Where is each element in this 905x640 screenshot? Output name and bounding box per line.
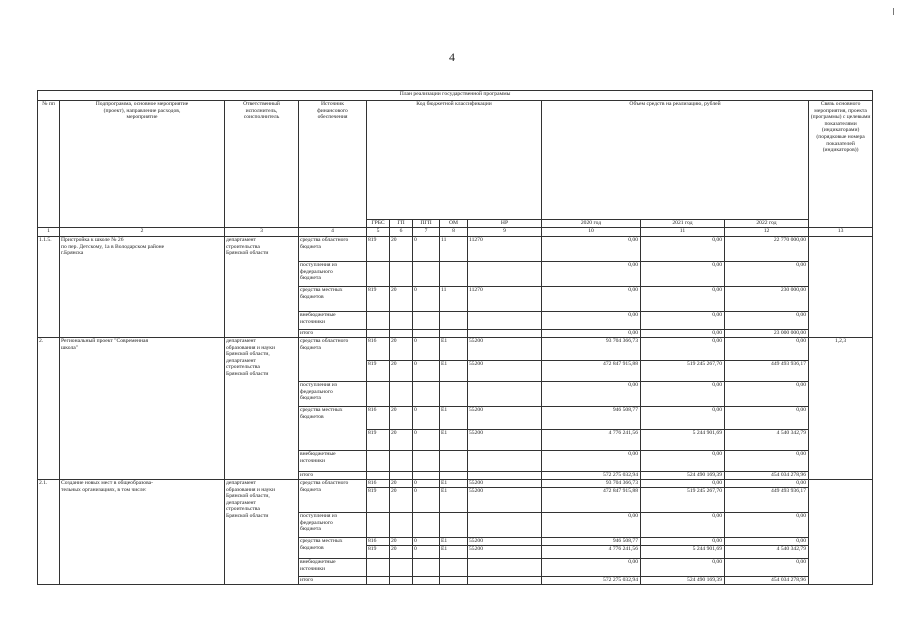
value-2020: 0,00 bbox=[542, 287, 641, 312]
code-om: E1 bbox=[440, 480, 468, 488]
header-volume: Объем средств на реализацию, рублей bbox=[542, 101, 809, 220]
col-number: 11 bbox=[641, 228, 725, 237]
code-gp: 20 bbox=[390, 237, 413, 262]
value-2022: 0,00 bbox=[725, 407, 809, 430]
value-2021: 0,00 bbox=[641, 559, 725, 577]
code-om: E1 bbox=[440, 538, 468, 546]
value-2022: 0,00 bbox=[725, 559, 809, 577]
value-2020: 0,00 bbox=[542, 382, 641, 407]
code-np bbox=[468, 451, 542, 472]
code-om: 11 bbox=[440, 237, 468, 262]
code-np bbox=[468, 577, 542, 585]
code-gp: 20 bbox=[390, 407, 413, 430]
code-om: 11 bbox=[440, 287, 468, 312]
code-gp: 20 bbox=[390, 287, 413, 312]
code-gp: 20 bbox=[390, 430, 413, 451]
code-gp bbox=[390, 472, 413, 480]
col-number: 4 bbox=[299, 228, 367, 237]
code-om bbox=[440, 472, 468, 480]
code-pgp bbox=[413, 451, 440, 472]
code-om: E1 bbox=[440, 488, 468, 513]
value-2020: 946 508,77 bbox=[542, 407, 641, 430]
indicator-link bbox=[809, 480, 873, 585]
indicator-link: 1,2,3 bbox=[809, 338, 873, 480]
code-pgp: 0 bbox=[413, 287, 440, 312]
value-2021: 519 245 267,70 bbox=[641, 488, 725, 513]
code-grbs: 816 bbox=[367, 407, 390, 430]
value-2021: 0,00 bbox=[641, 330, 725, 338]
code-grbs bbox=[367, 513, 390, 538]
header-responsible: Ответственный исполнитель, соисполнитель bbox=[225, 101, 299, 228]
value-2021: 5 244 901,69 bbox=[641, 430, 725, 451]
col-number: 7 bbox=[413, 228, 440, 237]
header-num: № пп bbox=[38, 101, 60, 228]
code-pgp: 0 bbox=[413, 480, 440, 488]
code-np bbox=[468, 382, 542, 407]
indicator-link bbox=[809, 237, 873, 338]
program-plan-table bbox=[37, 90, 873, 585]
measure-name: Региональный проект "Современная школа" bbox=[60, 338, 225, 480]
code-om bbox=[440, 559, 468, 577]
code-gp bbox=[390, 577, 413, 585]
value-2021: 0,00 bbox=[641, 262, 725, 287]
code-np: 55200 bbox=[468, 546, 542, 559]
value-2020: 572 275 032,94 bbox=[542, 577, 641, 585]
value-2020: 0,00 bbox=[542, 312, 641, 330]
code-np bbox=[468, 513, 542, 538]
row-number: 2.1. bbox=[38, 480, 60, 585]
col-number: 8 bbox=[440, 228, 468, 237]
code-grbs: 819 bbox=[367, 488, 390, 513]
value-2021: 0,00 bbox=[641, 237, 725, 262]
source-federal: поступления из федерального бюджета bbox=[299, 262, 367, 287]
value-2021: 519 245 267,70 bbox=[641, 361, 725, 382]
code-gp bbox=[390, 262, 413, 287]
source-regional: средства областного бюджета bbox=[299, 480, 367, 513]
code-np bbox=[468, 262, 542, 287]
code-np: 55200 bbox=[468, 488, 542, 513]
col-number: 1 bbox=[38, 228, 60, 237]
code-np: 55200 bbox=[468, 430, 542, 451]
code-np: 55200 bbox=[468, 407, 542, 430]
value-2020: 472 847 915,88 bbox=[542, 488, 641, 513]
code-om: E1 bbox=[440, 407, 468, 430]
header-2022: 2022 год bbox=[725, 220, 809, 228]
value-2021: 0,00 bbox=[641, 407, 725, 430]
value-2020: 93 704 366,73 bbox=[542, 338, 641, 361]
value-2020: 472 847 915,88 bbox=[542, 361, 641, 382]
code-grbs: 819 bbox=[367, 237, 390, 262]
code-pgp bbox=[413, 513, 440, 538]
code-om bbox=[440, 330, 468, 338]
code-om bbox=[440, 513, 468, 538]
col-number: 6 bbox=[390, 228, 413, 237]
code-om: E1 bbox=[440, 546, 468, 559]
header-source: Источник финансового обеспечения bbox=[299, 101, 367, 228]
col-number: 2 bbox=[60, 228, 225, 237]
col-number: 5 bbox=[367, 228, 390, 237]
code-grbs bbox=[367, 559, 390, 577]
value-2020: 946 508,77 bbox=[542, 538, 641, 546]
value-2020: 0,00 bbox=[542, 513, 641, 538]
code-om bbox=[440, 451, 468, 472]
source-total: итого bbox=[299, 577, 367, 585]
code-pgp: 0 bbox=[413, 338, 440, 361]
source-total: итого bbox=[299, 330, 367, 338]
source-extrabudgetary: внебюджетные источники bbox=[299, 559, 367, 577]
code-gp bbox=[390, 451, 413, 472]
value-2020: 0,00 bbox=[542, 262, 641, 287]
row-number: 1.1.5. bbox=[38, 237, 60, 338]
responsible-executor: департамент строительства Брянской области bbox=[225, 237, 299, 338]
code-np: 55200 bbox=[468, 538, 542, 546]
code-om: E1 bbox=[440, 430, 468, 451]
value-2020: 572 275 032,94 bbox=[542, 472, 641, 480]
code-grbs bbox=[367, 382, 390, 407]
header-pgp: ПГП bbox=[413, 220, 440, 228]
value-2020: 0,00 bbox=[542, 237, 641, 262]
value-2020: 0,00 bbox=[542, 330, 641, 338]
value-2022: 4 540 342,79 bbox=[725, 546, 809, 559]
code-om bbox=[440, 577, 468, 585]
code-gp: 20 bbox=[390, 338, 413, 361]
header-grbs: ГРБС bbox=[367, 220, 390, 228]
code-pgp: 0 bbox=[413, 546, 440, 559]
code-gp: 20 bbox=[390, 538, 413, 546]
code-grbs bbox=[367, 262, 390, 287]
col-number: 12 bbox=[725, 228, 809, 237]
value-2021: 0,00 bbox=[641, 480, 725, 488]
value-2022: 22 770 000,00 bbox=[725, 237, 809, 262]
value-2022: 230 000,00 bbox=[725, 287, 809, 312]
code-pgp: 0 bbox=[413, 407, 440, 430]
value-2021: 0,00 bbox=[641, 513, 725, 538]
value-2020: 0,00 bbox=[542, 451, 641, 472]
value-2022: 0,00 bbox=[725, 538, 809, 546]
code-grbs: 816 bbox=[367, 538, 390, 546]
source-federal: поступления из федерального бюджета bbox=[299, 513, 367, 538]
measure-name: Пристройка к школе № 26 по пер. Детскому, 1а в Володарском районе г.Брянска bbox=[60, 237, 225, 338]
code-pgp bbox=[413, 472, 440, 480]
code-np: 55200 bbox=[468, 338, 542, 361]
measure-name: Создание новых мест в общеобразова- тельных организациях, в том числе: bbox=[60, 480, 225, 585]
code-om: E1 bbox=[440, 338, 468, 361]
code-pgp bbox=[413, 262, 440, 287]
header-subprogram: Подпрограмма, основное мероприятие (проект), направление расходов, мероприятие bbox=[60, 101, 225, 228]
code-gp bbox=[390, 513, 413, 538]
code-grbs: 819 bbox=[367, 287, 390, 312]
value-2022: 454 034 278,96 bbox=[725, 577, 809, 585]
value-2021: 0,00 bbox=[641, 538, 725, 546]
value-2022: 4 540 342,79 bbox=[725, 430, 809, 451]
row-number: 2. bbox=[38, 338, 60, 480]
code-grbs bbox=[367, 451, 390, 472]
code-om bbox=[440, 312, 468, 330]
header-om: ОМ bbox=[440, 220, 468, 228]
value-2020: 4 776 241,56 bbox=[542, 546, 641, 559]
source-local: средства местных бюджетов bbox=[299, 407, 367, 451]
code-gp bbox=[390, 330, 413, 338]
code-pgp: 0 bbox=[413, 488, 440, 513]
source-local: средства местных бюджетов bbox=[299, 287, 367, 312]
table-caption: План реализации государственной программы bbox=[38, 91, 873, 101]
header-gp: ГП bbox=[390, 220, 413, 228]
code-gp bbox=[390, 382, 413, 407]
source-local: средства местных бюджетов bbox=[299, 538, 367, 559]
code-grbs bbox=[367, 312, 390, 330]
header-2020: 2020 год bbox=[542, 220, 641, 228]
code-pgp: 0 bbox=[413, 430, 440, 451]
code-grbs: 816 bbox=[367, 338, 390, 361]
value-2022: 0,00 bbox=[725, 513, 809, 538]
value-2021: 524 490 169,39 bbox=[641, 577, 725, 585]
code-gp: 20 bbox=[390, 361, 413, 382]
responsible-executor: департамент образования и науки Брянской области, департамент строительства Брянской области bbox=[225, 338, 299, 480]
value-2022: 449 493 936,17 bbox=[725, 361, 809, 382]
code-pgp: 0 bbox=[413, 538, 440, 546]
code-pgp bbox=[413, 559, 440, 577]
code-gp: 20 bbox=[390, 480, 413, 488]
code-np bbox=[468, 330, 542, 338]
code-grbs bbox=[367, 472, 390, 480]
code-om bbox=[440, 382, 468, 407]
code-np: 55200 bbox=[468, 361, 542, 382]
value-2022: 0,00 bbox=[725, 338, 809, 361]
source-extrabudgetary: внебюджетные источники bbox=[299, 451, 367, 472]
page-number: 4 bbox=[449, 50, 455, 64]
code-np bbox=[468, 559, 542, 577]
value-2021: 0,00 bbox=[641, 287, 725, 312]
code-grbs bbox=[367, 330, 390, 338]
code-np bbox=[468, 312, 542, 330]
col-number: 13 bbox=[809, 228, 873, 237]
code-pgp bbox=[413, 312, 440, 330]
code-pgp: 0 bbox=[413, 237, 440, 262]
code-gp: 20 bbox=[390, 488, 413, 513]
code-om: E1 bbox=[440, 361, 468, 382]
code-grbs: 819 bbox=[367, 546, 390, 559]
source-regional: средства областного бюджета bbox=[299, 237, 367, 262]
code-pgp bbox=[413, 382, 440, 407]
value-2021: 5 244 901,69 bbox=[641, 546, 725, 559]
col-number: 10 bbox=[542, 228, 641, 237]
header-link: Связь основного мероприятия, проекта (программы) с целевыми показателями (индикаторами) (порядковые номера показателей (индикаторов)) bbox=[809, 101, 873, 228]
value-2022: 454 034 278,96 bbox=[725, 472, 809, 480]
col-number: 9 bbox=[468, 228, 542, 237]
source-total: итого bbox=[299, 472, 367, 480]
value-2022: 23 000 000,00 bbox=[725, 330, 809, 338]
header-np: НР bbox=[468, 220, 542, 228]
code-grbs: 819 bbox=[367, 430, 390, 451]
value-2020: 4 776 241,56 bbox=[542, 430, 641, 451]
value-2022: 0,00 bbox=[725, 262, 809, 287]
code-pgp: 0 bbox=[413, 361, 440, 382]
header-budget-code: Код бюджетной классификации bbox=[367, 101, 542, 220]
value-2021: 0,00 bbox=[641, 451, 725, 472]
edge-mark bbox=[893, 8, 894, 15]
col-number: 3 bbox=[225, 228, 299, 237]
value-2022: 0,00 bbox=[725, 312, 809, 330]
value-2021: 524 490 169,39 bbox=[641, 472, 725, 480]
code-gp bbox=[390, 312, 413, 330]
source-regional: средства областного бюджета bbox=[299, 338, 367, 382]
code-np bbox=[468, 472, 542, 480]
code-grbs: 819 bbox=[367, 361, 390, 382]
header-2021: 2021 год bbox=[641, 220, 725, 228]
source-federal: поступления из федерального бюджета bbox=[299, 382, 367, 407]
code-gp: 20 bbox=[390, 546, 413, 559]
value-2022: 449 493 936,17 bbox=[725, 488, 809, 513]
value-2020: 93 704 366,73 bbox=[542, 480, 641, 488]
code-np: 11270 bbox=[468, 237, 542, 262]
code-grbs bbox=[367, 577, 390, 585]
code-pgp bbox=[413, 577, 440, 585]
value-2021: 0,00 bbox=[641, 338, 725, 361]
code-gp bbox=[390, 559, 413, 577]
code-pgp bbox=[413, 330, 440, 338]
source-extrabudgetary: внебюджетные источники bbox=[299, 312, 367, 330]
code-om bbox=[440, 262, 468, 287]
value-2021: 0,00 bbox=[641, 312, 725, 330]
value-2022: 0,00 bbox=[725, 480, 809, 488]
value-2022: 0,00 bbox=[725, 382, 809, 407]
value-2021: 0,00 bbox=[641, 382, 725, 407]
code-grbs: 816 bbox=[367, 480, 390, 488]
code-np: 55200 bbox=[468, 480, 542, 488]
value-2020: 0,00 bbox=[542, 559, 641, 577]
value-2022: 0,00 bbox=[725, 451, 809, 472]
responsible-executor: департамент образования и науки Брянской области, департамент строительства Брянской области bbox=[225, 480, 299, 585]
code-np: 11270 bbox=[468, 287, 542, 312]
